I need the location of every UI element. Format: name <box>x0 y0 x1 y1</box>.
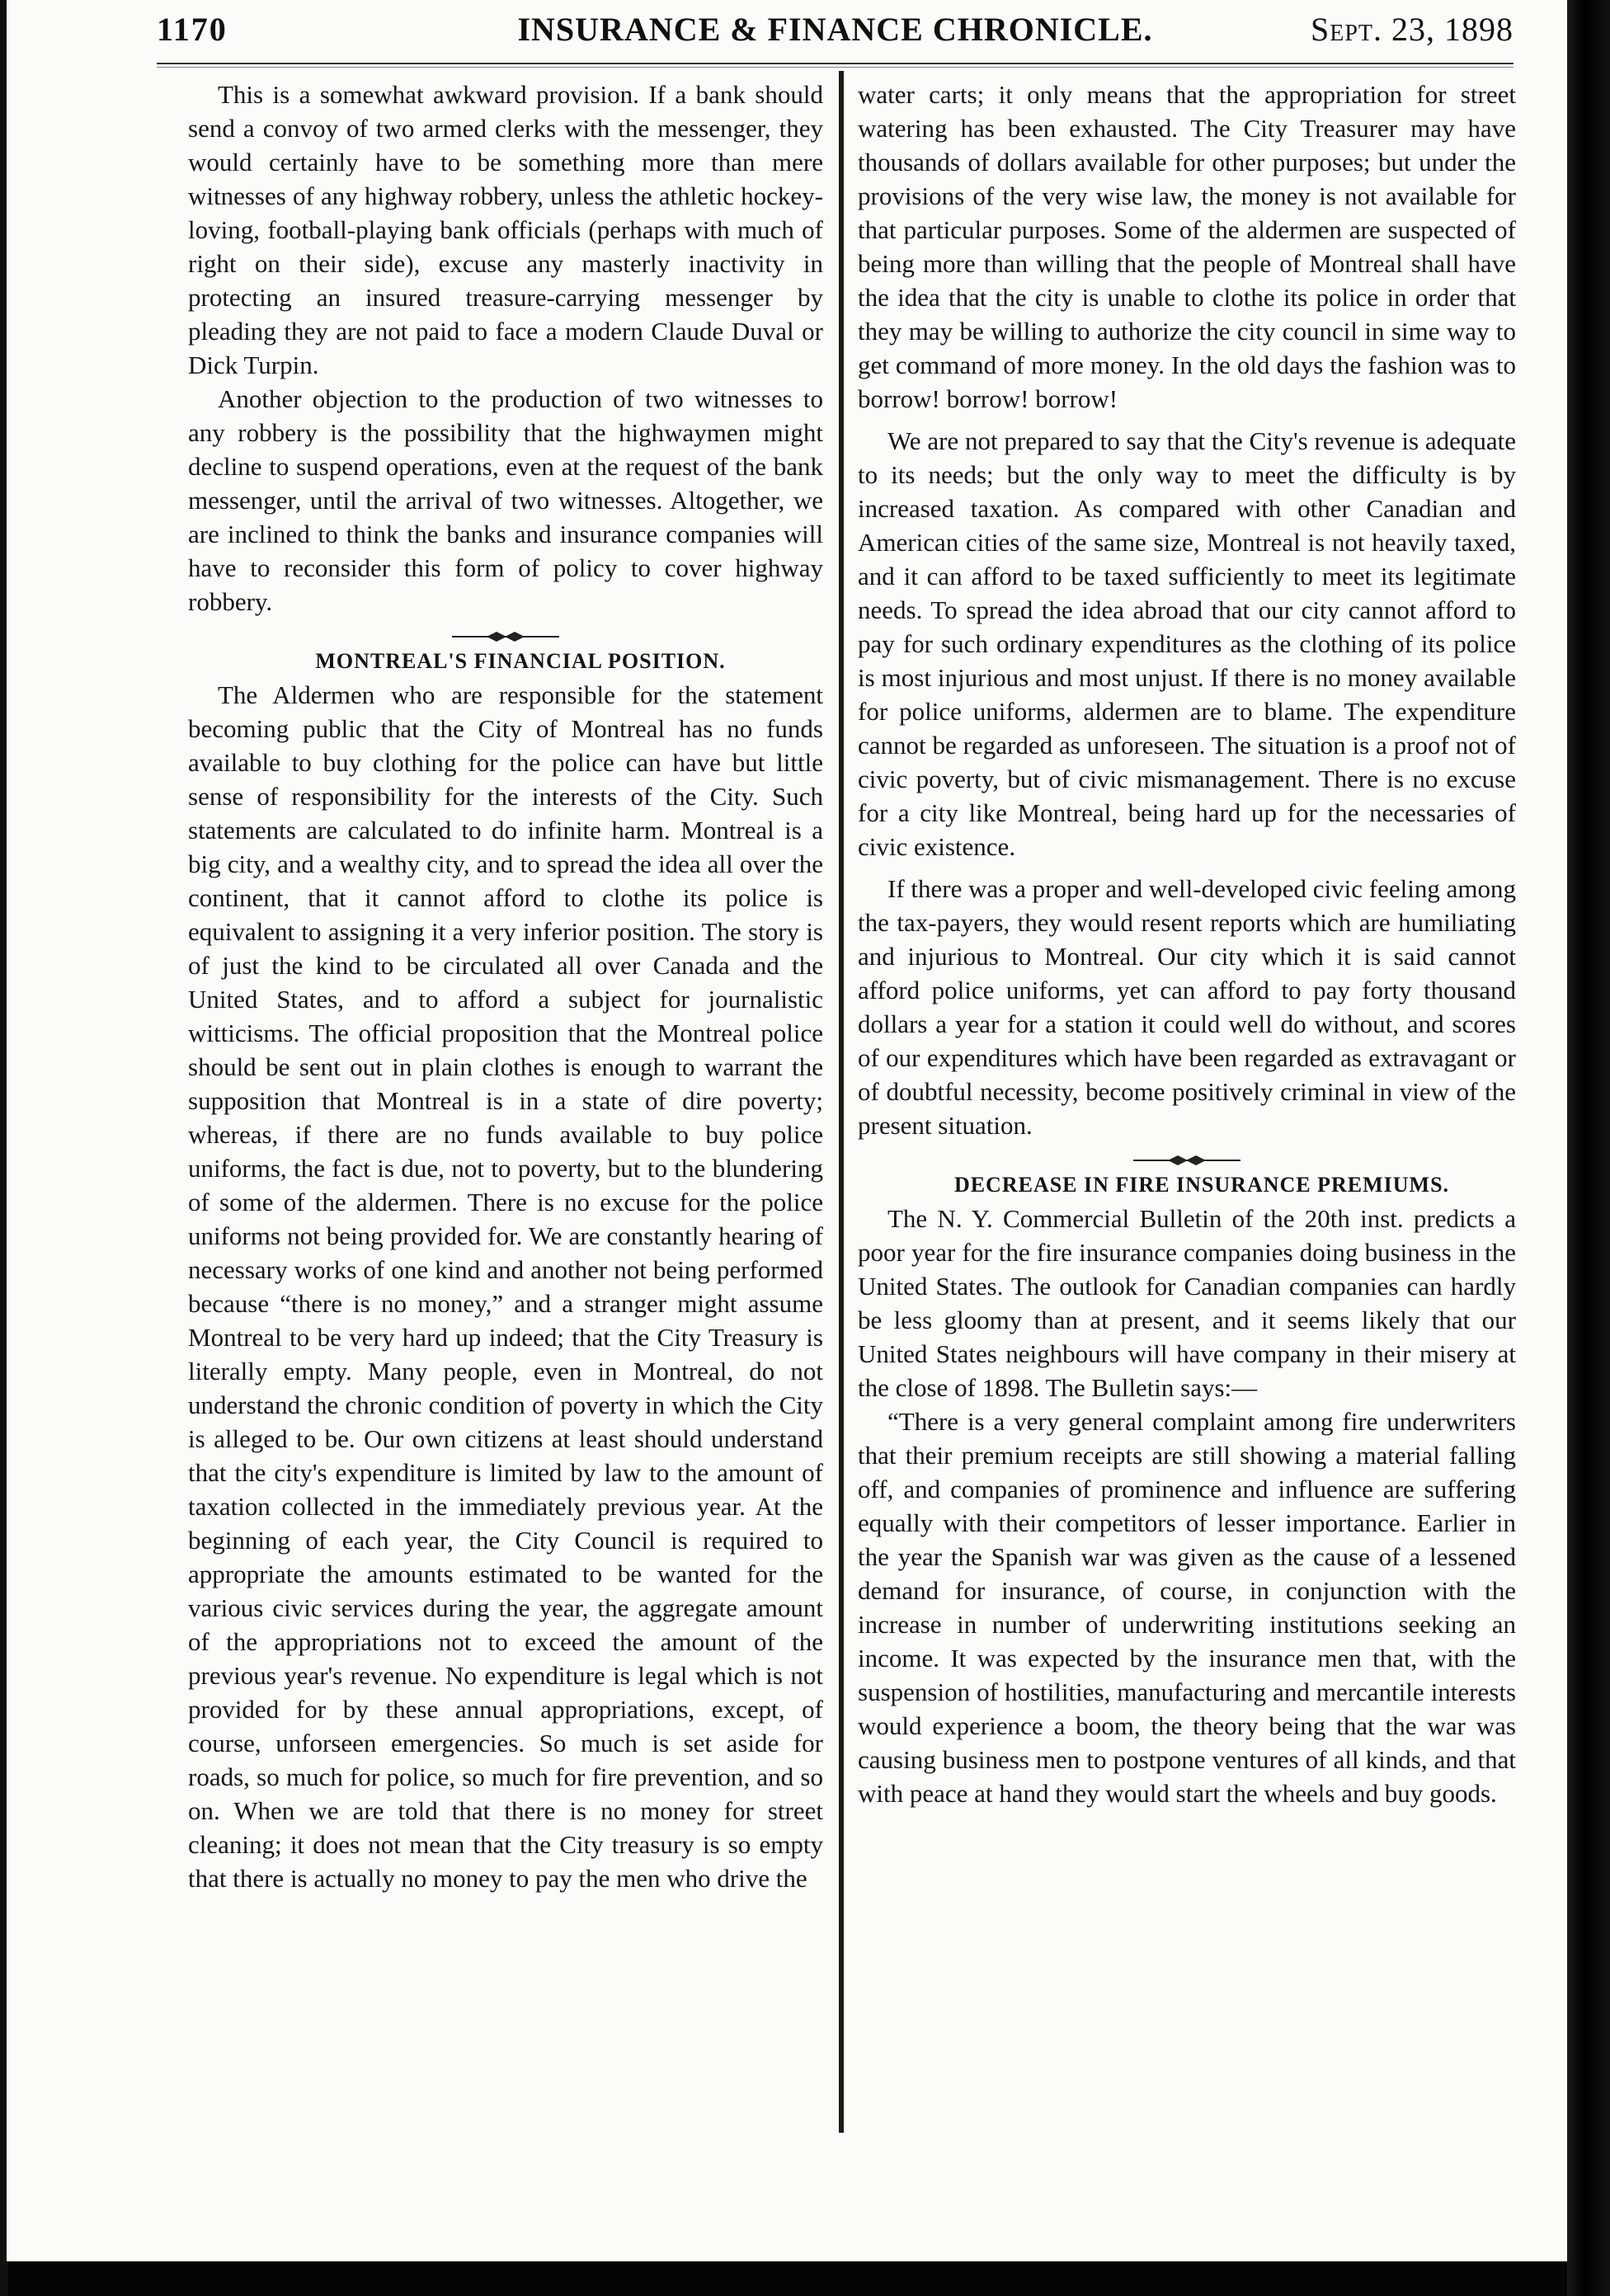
continuation-paragraph-3: If there was a proper and well-developed civic feeling among the tax-payers, they would resent reports which are humiliating and injurious to Montreal. Our city which it is said cannot afford police uniforms, yet can afford to pay forty thousand dollars a year for a station it could well do without, and scores of our expenditures which have been regarded as extravagant or of doubtful necessity, become positively criminal in view of the present situation. <box>858 874 1516 1140</box>
page-header <box>157 5 1513 54</box>
article-heading-fire-insurance: DECREASE IN FIRE INSURANCE PREMIUMS. <box>953 1173 1450 1197</box>
section-ornament-2 <box>858 1154 1516 1169</box>
ornament-icon <box>1133 1154 1240 1167</box>
continuation-paragraph-2: We are not prepared to say that the City's revenue is adequate to its needs; but the only way to meet the difficulty is by increased taxation. As compared with other Canadian and American cities of the same size, Montreal is not heavily taxed, and it can afford to be taxed sufficiently to meet its legitimate needs. To spread the idea abroad that our city cannot afford to pay for such ordinary expenditures as the clothing of its police is most injurious and most unjust. If there is no money available for police uniforms, aldermen are to blame. The expenditure cannot be regarded as unforeseen. The situation is a proof not of civic poverty, but of civic mismanagement. There is no excuse for a city like Montreal, being hard up for the necessaries of civic existence. <box>858 426 1516 861</box>
article-paragraph-montreal: The Aldermen who are responsible for the statement becoming public that the City of Montreal has no funds available to buy clothing for the police can have but little sense of responsibility for the interests of the City. Such statements are calculated to do infinite harm. Montreal is a big city, and a wealthy city, and to spread the idea all over the continent, that it cannot afford to clothe its police is equivalent to assigning it a very inferior position. The story is of just the kind to be circulated all over Canada and the United States, and to afford a subject for journalistic witticisms. The official proposition that the Montreal police should be sent out in plain clothes is enough to warrant the supposition that Montreal is in a state of dire poverty; whereas, if there are no funds available to buy police uniforms, the fact is due, not to poverty, but to the blundering of some of the aldermen. There is no excuse for the police uniforms not being provided for. We are constantly hearing of necessary works of one kind and another not being performed because “there is no money,” and a stranger might assume Montreal to be very hard up indeed; that the City Treasury is literally empty. Many people, even in Montreal, do not understand the chronic condition of poverty in which the City is alleged to be. Our own citizens at least should understand that the city's expenditure is limited by law to the amount of taxation collected in the immediately previous year. At the beginning of each year, the City Council is required to appropriate the amounts estimated to be wanted for the various civic services during the year, the aggregate amount of the appropriations not to exceed the amount of the previous year's revenue. No expenditure is legal which is not provided for by these annual appropriations, except, of course, unforseen emergencies. So much is set aside for roads, so much for police, so much for fire prevention, and so on. When we are told that there is no money for street cleaning; it does not mean that the City treasury is so empty that there is actually no money to pay the men who drive the <box>188 680 823 1893</box>
fire-insurance-paragraph-2: “There is a very general complaint among fire underwriters that their premium receipts are still showing a material falling off, and companies of prominence and influence are suffering equally with their competitors of lesser importance. Earlier in the year the Spanish war was given as the cause of a lessened demand for insurance, of course, in conjunction with the increase in number of underwriting institutions seeking an income. It was expected by the insurance men that, with the suspension of hostilities, manufacturing and mercantile interests would experience a boom, the theory being that the war was causing business men to postpone ventures of all kinds, and that with peace at hand they would start the wheels and buy goods. <box>858 1407 1516 1808</box>
scan-right-edge <box>1567 0 1610 2296</box>
issue-date: Sept. 23, 1898 <box>1310 11 1513 48</box>
left-column <box>188 78 823 1895</box>
section-ornament <box>188 630 823 645</box>
right-column <box>858 78 1516 1810</box>
publication-title: INSURANCE & FINANCE CHRONICLE. <box>517 11 1153 48</box>
fire-insurance-paragraph-1: The N. Y. Commercial Bulletin of the 20th inst. predicts a poor year for the fire insurance companies doing business in the United States. The outlook for Canadian companies can hardly be less gloomy than at present, and it seems likely that our United States neighbours will have company in their misery at the close of 1898. The Bulletin says:— <box>858 1204 1516 1402</box>
ornament-icon <box>452 630 559 643</box>
article-heading-montreal: MONTREAL'S FINANCIAL POSITION. <box>315 649 726 673</box>
column-divider <box>839 71 844 2133</box>
intro-paragraph-2: Another objection to the production of two witnesses to any robbery is the possibility that the highwaymen might decline to suspend operations, even at the request of the bank messenger, until the arrival of two witnesses. Altogether, we are inclined to think the banks and insurance companies will have to reconsider this form of policy to cover highway robbery. <box>188 384 823 616</box>
intro-paragraph-1: This is a somewhat awkward provision. If a bank should send a convoy of two armed clerks with the messenger, they would certainly have to be something more than mere witnesses of any highway robbery, unless the athletic hockey-loving, football-playing bank officials (perhaps with much of right on their side), excuse any masterly inactivity in protecting an insured treasure-carrying messenger by pleading they are not paid to face a modern Claude Duval or Dick Turpin. <box>188 80 823 379</box>
continuation-paragraph-1: water carts; it only means that the appropriation for street watering has been exhausted. The City Treasurer may have thousands of dollars available for other purposes; but under the provisions of the very wise law, the money is not available for that particular purposes. Some of the aldermen are suspected of being more than willing that the people of Montreal shall have the idea that the city is unable to clothe its police in order that they may be willing to authorize the city council in sime way to get command of more money. In the old days the fashion was to borrow! borrow! borrow! <box>858 80 1516 413</box>
page-number: 1170 <box>157 11 228 48</box>
header-rule <box>157 63 1513 68</box>
